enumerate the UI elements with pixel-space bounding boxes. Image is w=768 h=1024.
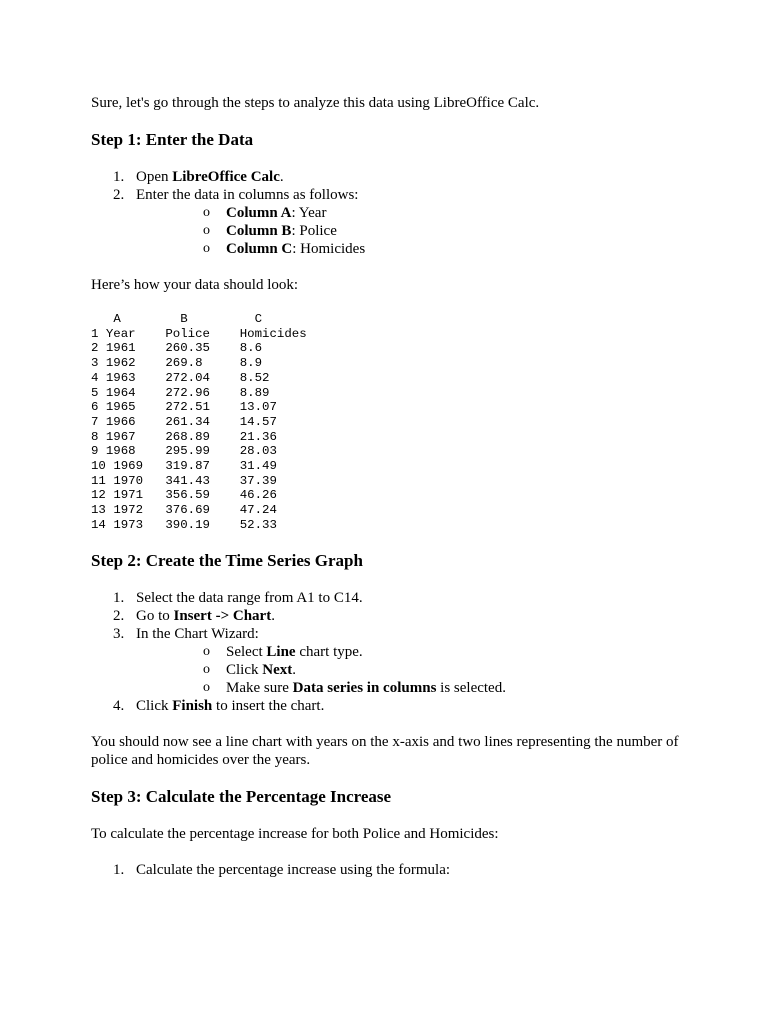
table-row [91,430,277,444]
table-column-letters [91,312,262,326]
column-letter: C [254,312,263,326]
cell-year: 1965 [105,400,136,415]
cell-year: 1969 [113,459,144,474]
step3-intro: To calculate the percentage increase for both Police and Homicides: [91,825,499,842]
row-number: 11 [91,473,106,488]
table-row [91,371,270,385]
intro-paragraph: Sure, let's go through the steps to analyze this data using LibreOffice Calc. [91,95,540,111]
cell-year: 1967 [105,429,136,444]
table-row [91,444,277,458]
cell-homicides: 13.07 [239,400,277,415]
table-row [91,400,277,414]
cell-homicides: 52.33 [239,517,277,532]
cell-police: Police [165,326,210,341]
wizard-item-1: o Select Line chart type. [203,643,363,660]
step2-item-4: 4. Click Finish to insert the chart. [113,697,325,714]
wizard-item-2: o Click Next. [203,661,296,678]
row-number: 5 [91,385,99,400]
bullet-icon: o [203,223,210,238]
step3-heading: Step 3: Calculate the Percentage Increase [91,786,392,806]
cell-homicides: 8.9 [239,356,263,371]
cell-police: 272.04 [165,370,210,385]
row-number: 10 [91,459,106,474]
cell-police: 356.59 [165,488,210,503]
cell-homicides: 28.03 [239,444,277,459]
step2-list [91,589,691,715]
row-number: 8 [91,429,99,444]
column-letter: B [180,312,188,326]
list-number: 1. [113,861,125,878]
step3-list [91,861,691,879]
cell-year: 1964 [105,385,136,400]
cell-police: 376.69 [165,503,210,518]
cell-police: 272.51 [165,400,210,415]
cell-police: 295.99 [165,444,210,459]
table-row [91,341,262,355]
step1-item-1: 1. Open LibreOffice Calc. [113,169,284,185]
row-number: 1 [91,326,99,341]
row-number: 6 [91,400,99,415]
cell-year: 1962 [105,356,136,371]
row-number: 9 [91,444,99,459]
step2-heading: Step 2: Create the Time Series Graph [91,550,363,570]
cell-year: Year [105,326,136,341]
list-number: 1. [113,589,125,606]
step2-item-3: 3. In the Chart Wizard: o Select Line chart type. o Click Next. o Make sure Data series in columns is selected. [91,625,691,697]
bullet-icon: o [203,661,210,677]
cell-year: 1973 [113,517,144,532]
column-letter: A [113,312,121,326]
cell-homicides: Homicides [239,326,307,341]
cell-homicides: 31.49 [239,459,277,474]
cell-police: 319.87 [165,459,210,474]
list-number: 1. [113,169,125,185]
table-row [91,474,277,488]
column-c-item: o Column C: Homicides [203,241,366,257]
cell-homicides: 8.52 [239,370,270,385]
list-number: 2. [113,187,125,203]
cell-homicides: 21.36 [239,429,277,444]
table-row [91,386,270,400]
list-number: 4. [113,697,125,714]
cell-homicides: 47.24 [239,503,277,518]
column-a-item: o Column A: Year [203,205,327,221]
wizard-item-3: o Make sure Data series in columns is selected. [203,679,506,696]
step1-list [91,168,691,258]
cell-police: 268.89 [165,429,210,444]
cell-year: 1961 [105,341,136,356]
table-row [91,327,307,341]
cell-police: 269.8 [165,356,203,371]
step1-item-2: 2. Enter the data in columns as follows: o Column A: Year o Column B: Police o Column C: Homicides [91,186,691,258]
row-number: 4 [91,370,99,385]
data-intro: Here’s how your data should look: [91,277,299,293]
step2-item-1: 1. Select the data range from A1 to C14. [113,589,363,606]
data-table [91,312,691,533]
cell-year: 1966 [105,414,136,429]
cell-homicides: 14.57 [239,414,277,429]
step1-heading: Step 1: Enter the Data [91,130,254,149]
bullet-icon: o [203,679,210,695]
cell-homicides: 37.39 [239,473,277,488]
step3-item-1: 1. Calculate the percentage increase using the formula: [113,861,451,878]
app-name: LibreOffice Calc [172,169,280,185]
column-b-item: o Column B: Police [203,223,337,239]
document-page [91,92,691,879]
row-number: 12 [91,488,106,503]
table-row [91,356,262,370]
column-list [136,204,691,258]
row-number: 3 [91,356,99,371]
table-row [91,459,277,473]
cell-police: 272.96 [165,385,210,400]
row-number: 14 [91,517,106,532]
cell-homicides: 8.89 [239,385,270,400]
row-number: 13 [91,503,106,518]
cell-year: 1970 [113,473,144,488]
table-row [91,488,277,502]
cell-year: 1972 [113,503,144,518]
cell-police: 341.43 [165,473,210,488]
table-row [91,503,277,517]
list-number: 2. [113,607,125,624]
cell-year: 1968 [105,444,136,459]
cell-year: 1971 [113,488,144,503]
bullet-icon: o [203,205,210,220]
row-number: 2 [91,341,99,356]
result-paragraph: You should now see a line chart with years on the x-axis and two lines representing the number of police and homicides over the years. [91,733,679,768]
row-number: 7 [91,414,99,429]
cell-police: 390.19 [165,517,210,532]
bullet-icon: o [203,643,210,659]
wizard-list [136,643,691,697]
list-number: 3. [113,625,125,642]
table-row [91,518,277,532]
cell-homicides: 46.26 [239,488,277,503]
table-row [91,415,277,429]
cell-police: 261.34 [165,414,210,429]
cell-year: 1963 [105,370,136,385]
cell-homicides: 8.6 [239,341,263,356]
bullet-icon: o [203,241,210,256]
step2-item-2: 2. Go to Insert -> Chart. [113,607,275,624]
cell-police: 260.35 [165,341,210,356]
